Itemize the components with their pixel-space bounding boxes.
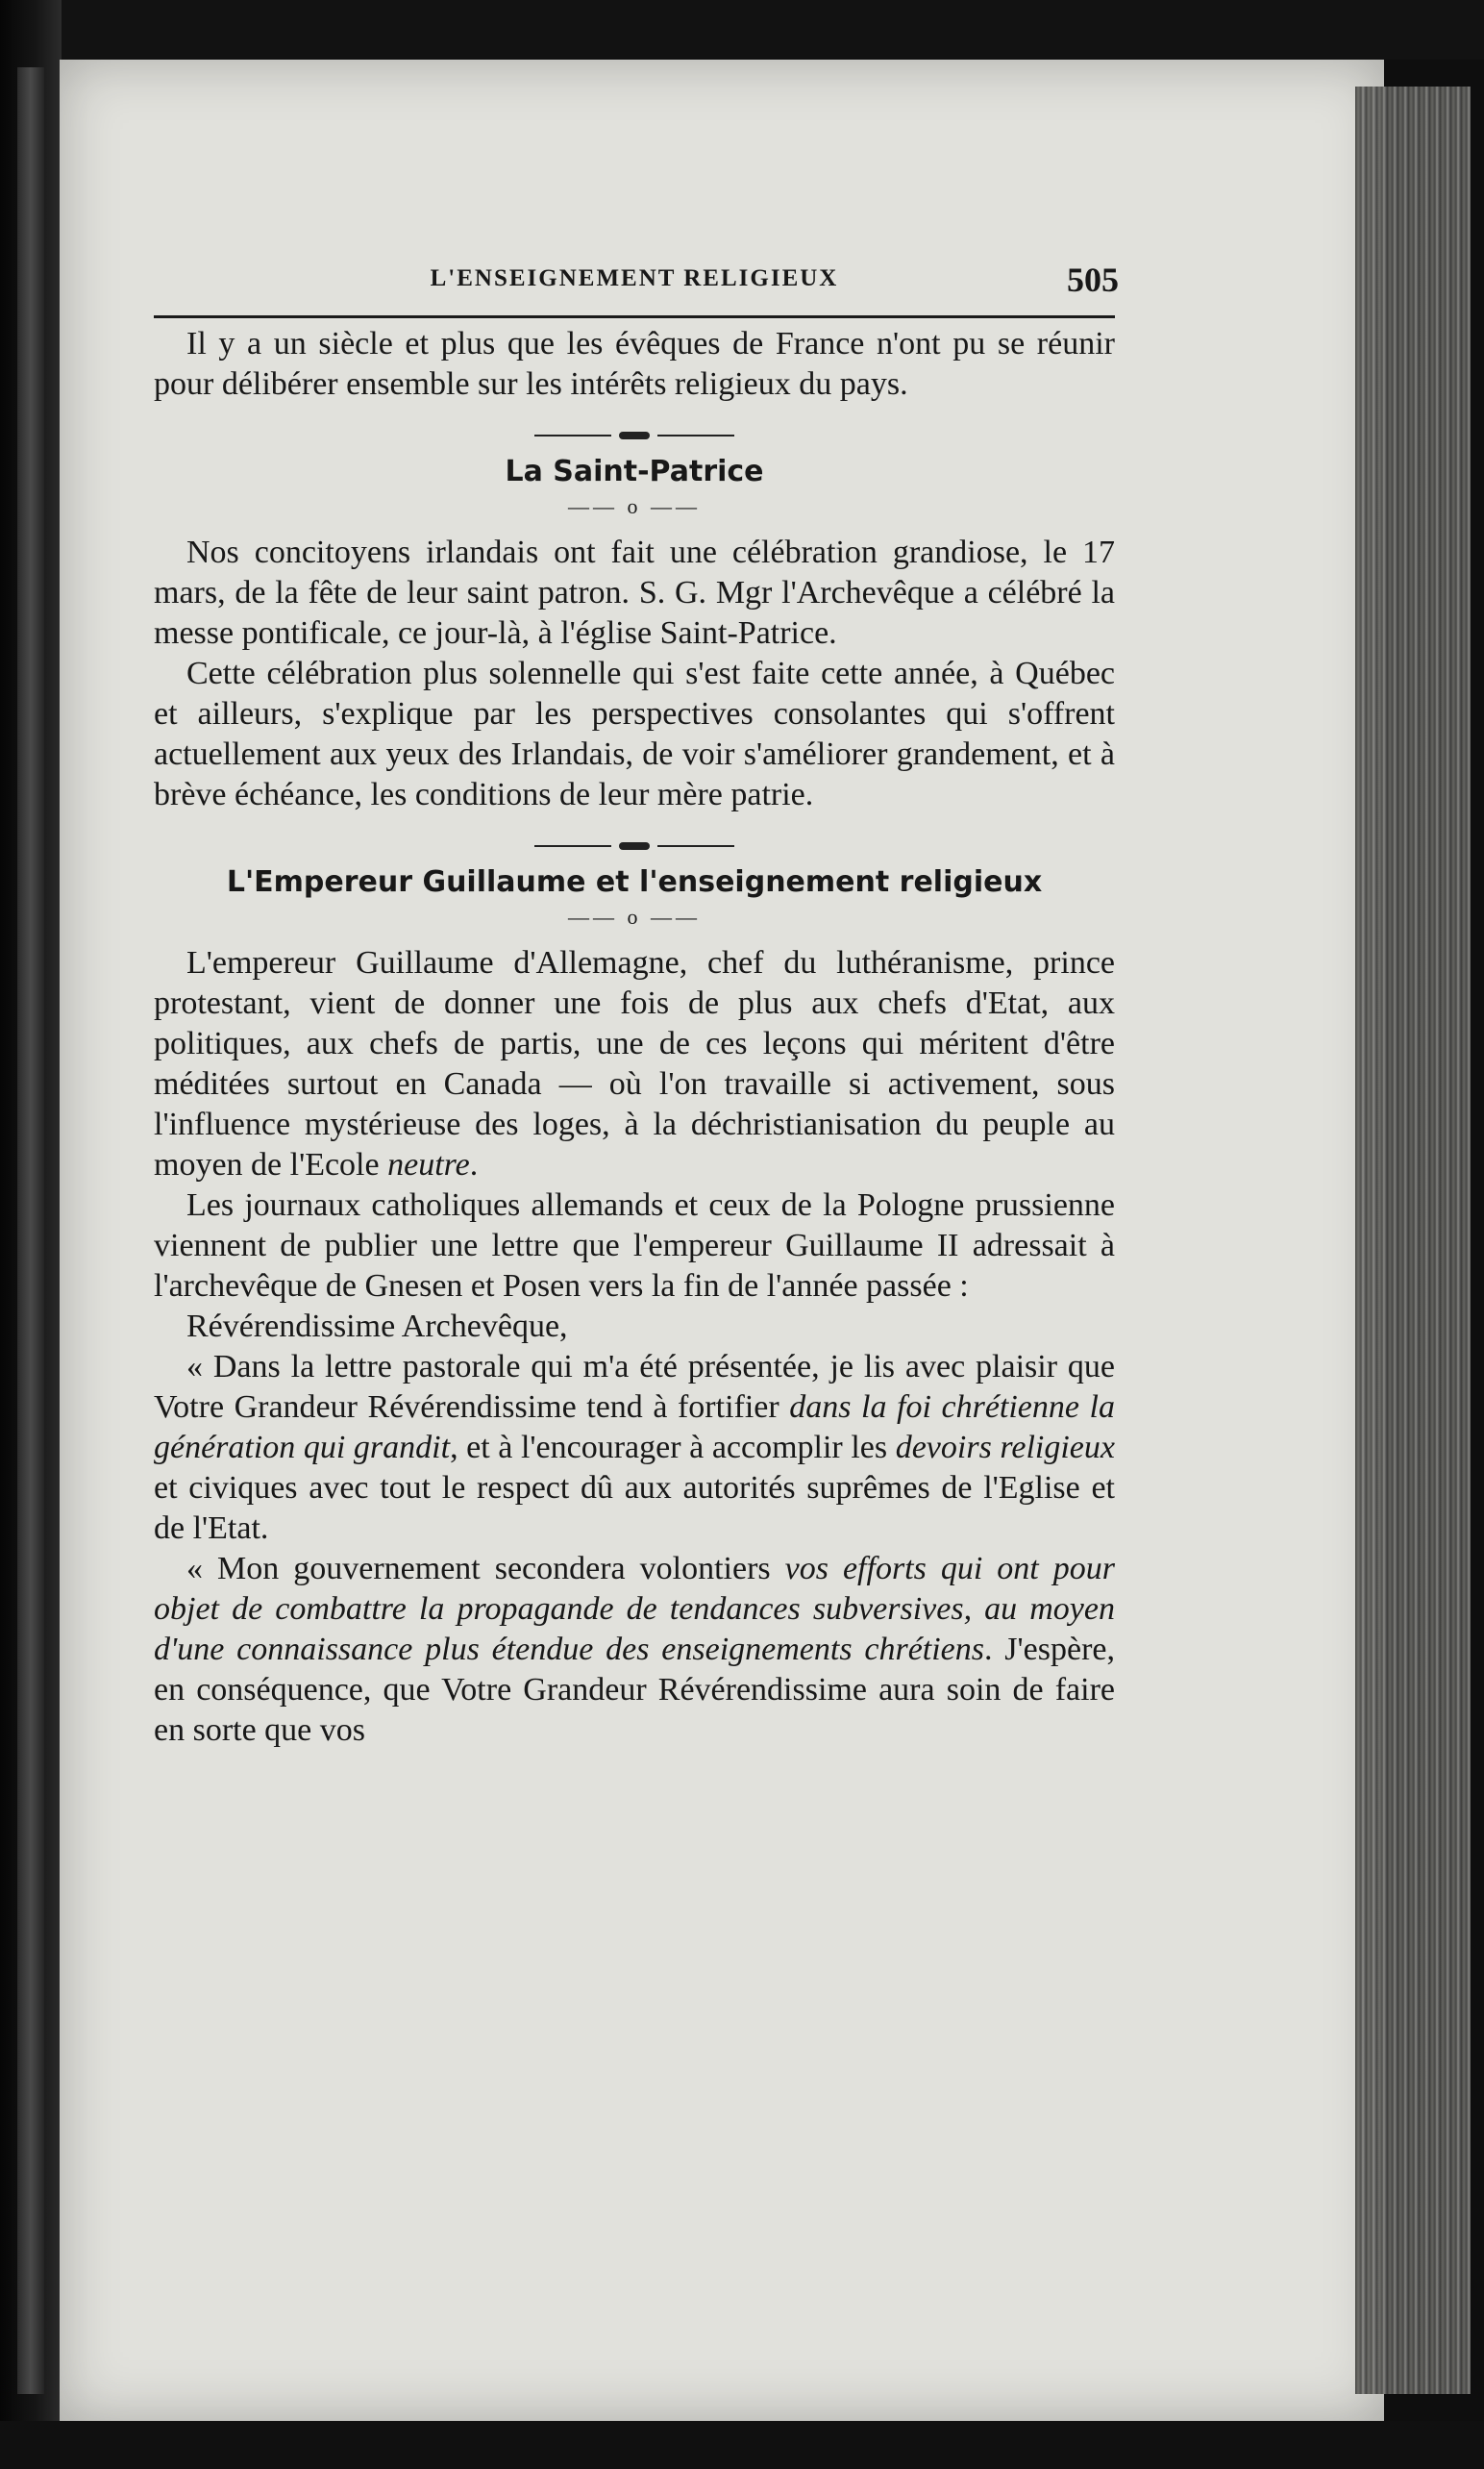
paragraph: Cette célébration plus solennelle qui s'est faite cette année, à Québec et ailleurs, s'explique par les perspectives consolantes qui s'offrent actuellement aux yeux des Irlandais, de voir s'améliorer grandement, et à brève échéance, les conditions de leur mère patrie. xyxy=(154,656,1115,812)
salutation: Révérendissime Archevêque, xyxy=(186,1309,568,1344)
section-title-empereur-guillaume: L'Empereur Guillaume et l'enseignement religieux xyxy=(226,865,1043,899)
intro-paragraph: Il y a un siècle et plus que les évêques de France n'ont pu se réunir pour délibérer ensemble sur les intérêts religieux du pays. xyxy=(154,326,1115,402)
running-title: L'ENSEIGNEMENT RELIGIEUX xyxy=(430,265,839,291)
paragraph: L'empereur Guillaume d'Allemagne, chef du luthéranisme, prince protestant, vient de donner une fois de plus aux chefs d'Etat, aux politiques, aux chefs de partis, une de ces leçons qui méritent d'être méditées surtout en Canada — où l'on travaille si activement, sous l'influence mystérieuse des loges, à la déchristianisation du peuple au moyen de l'Ecole neutre. xyxy=(154,945,1115,1183)
paragraph: Les journaux catholiques allemands et ceux de la Pologne prussienne viennent de publier une lettre que l'empereur Guillaume II adressait à l'archevêque de Gnesen et Posen vers la fin de l'année passée : xyxy=(154,1187,1115,1304)
scan-top-margin xyxy=(0,0,1484,60)
title-separator: —— o —— xyxy=(568,905,701,929)
page-number: 505 xyxy=(1067,261,1119,299)
scan-bottom-margin xyxy=(0,2421,1484,2469)
section-title-saint-patrice: La Saint-Patrice xyxy=(505,455,764,488)
letter-paragraph: « Dans la lettre pastorale qui m'a été présentée, je lis avec plaisir que Votre Grandeur Révérendissime tend à fortifier dans la foi chrétienne la génération qui grandit, et à l'encourager à accomplir les devoirs religieux et civiques avec tout le respect dû aux autorités suprêmes de l'Eglise et de l'Etat. xyxy=(154,1349,1115,1546)
running-head xyxy=(154,260,1119,315)
paragraph: Nos concitoyens irlandais ont fait une célébration grandiose, le 17 mars, de la fête de leur saint patron. S. G. Mgr l'Archevêque a célébré la messe pontificale, ce jour-là, à l'église Saint-Patrice. xyxy=(154,535,1115,651)
section-divider-ornament xyxy=(154,432,1115,439)
facing-page-edge xyxy=(17,67,44,2394)
header-rule xyxy=(154,315,1115,318)
page-stack-edge xyxy=(1355,87,1471,2394)
section-divider-ornament xyxy=(154,842,1115,850)
letter-paragraph: « Mon gouvernement secondera volontiers vos efforts qui ont pour objet de combattre la propagande de tendances subversives, au moyen d'une connaissance plus étendue des enseignements chrétiens. J'espère, en conséquence, que Votre Grandeur Révérendissime aura soin de faire en sorte que vos xyxy=(154,1551,1115,1748)
title-separator: —— o —— xyxy=(568,494,701,518)
text-column xyxy=(154,260,1119,1751)
